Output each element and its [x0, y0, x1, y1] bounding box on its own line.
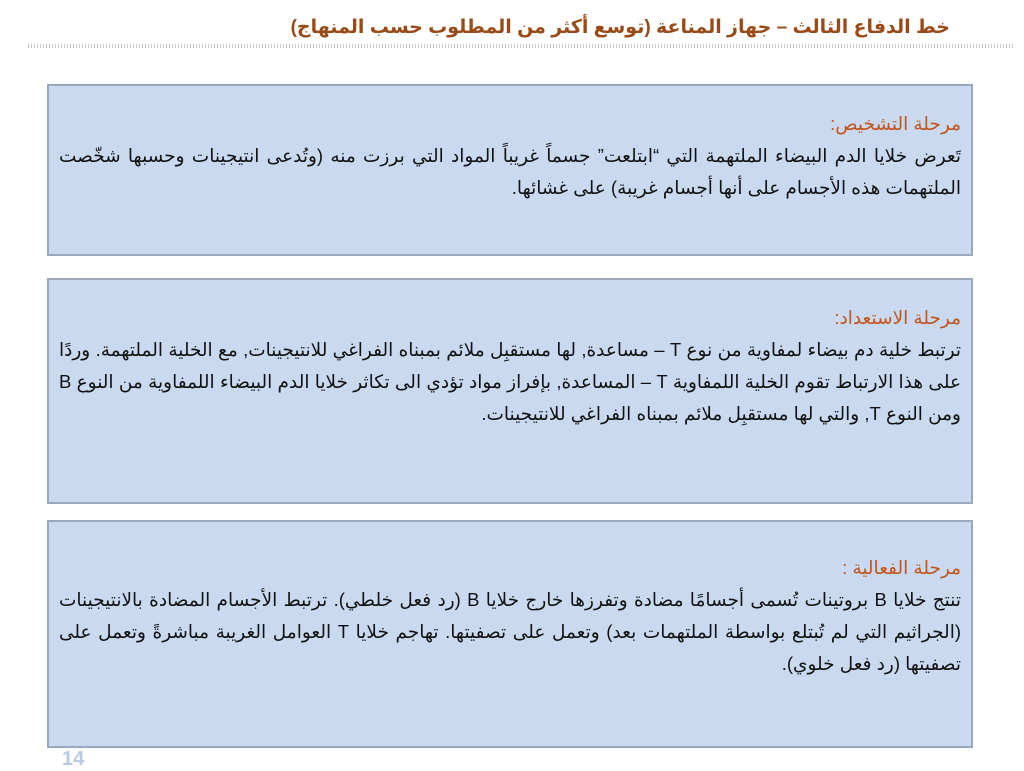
diagnosis-title: مرحلة التشخيص: — [830, 113, 961, 134]
preparation-section — [47, 278, 973, 504]
preparation-text: ترتبط خلية دم بيضاء لمفاوية من نوع T – مساعدة, لها مستقبِل ملائم بمبناه الفراغي للانتيجينات, مع الخلية الملتهمة. وردًا على هذا الارتباط تقوم الخلية اللمفاوية T – المساعدة, بإفراز مواد تؤدي الى تكاثر خلايا الدم البيضاء اللمفاوية من النوع B ومن النوع T, والتي لها مستقبِل ملائم بمبناه الفراغي للانتيجينات. — [59, 339, 961, 424]
preparation-title: مرحلة الاستعداد: — [834, 307, 961, 328]
activity-section — [47, 520, 973, 748]
activity-title: مرحلة الفعالية : — [842, 557, 961, 578]
diagnosis-text: تَعرض خلايا الدم البيضاء الملتهمة التي “ابتلعت” جسماً غريباً المواد التي برزت منه (وتُدعى انتيجينات وحسبها شخّصت الملتهمات هذه الأجسام على أنها أجسام غريبة) على غشائها. — [59, 145, 961, 198]
page-number: 14 — [62, 748, 85, 770]
activity-text: تنتج خلايا B بروتينات تُسمى أجسامًا مضادة وتفرزها خارج خلايا B (رد فعل خلطي). ترتبط الأجسام المضادة بالانتيجينات (الجراثيم التي لم تُبتلع بواسطة الملتهمات بعد) وتعمل على تصفيتها. تهاجم خلايا T العوامل الغريبة مباشرةً وتعمل على تصفيتها (رد فعل خلوي). — [59, 589, 961, 674]
title-divider — [28, 44, 1014, 48]
slide-title: خط الدفاع الثالث – جهاز المناعة (توسع أكثر من المطلوب حسب المنهاج) — [290, 17, 950, 38]
diagnosis-section — [47, 84, 973, 256]
